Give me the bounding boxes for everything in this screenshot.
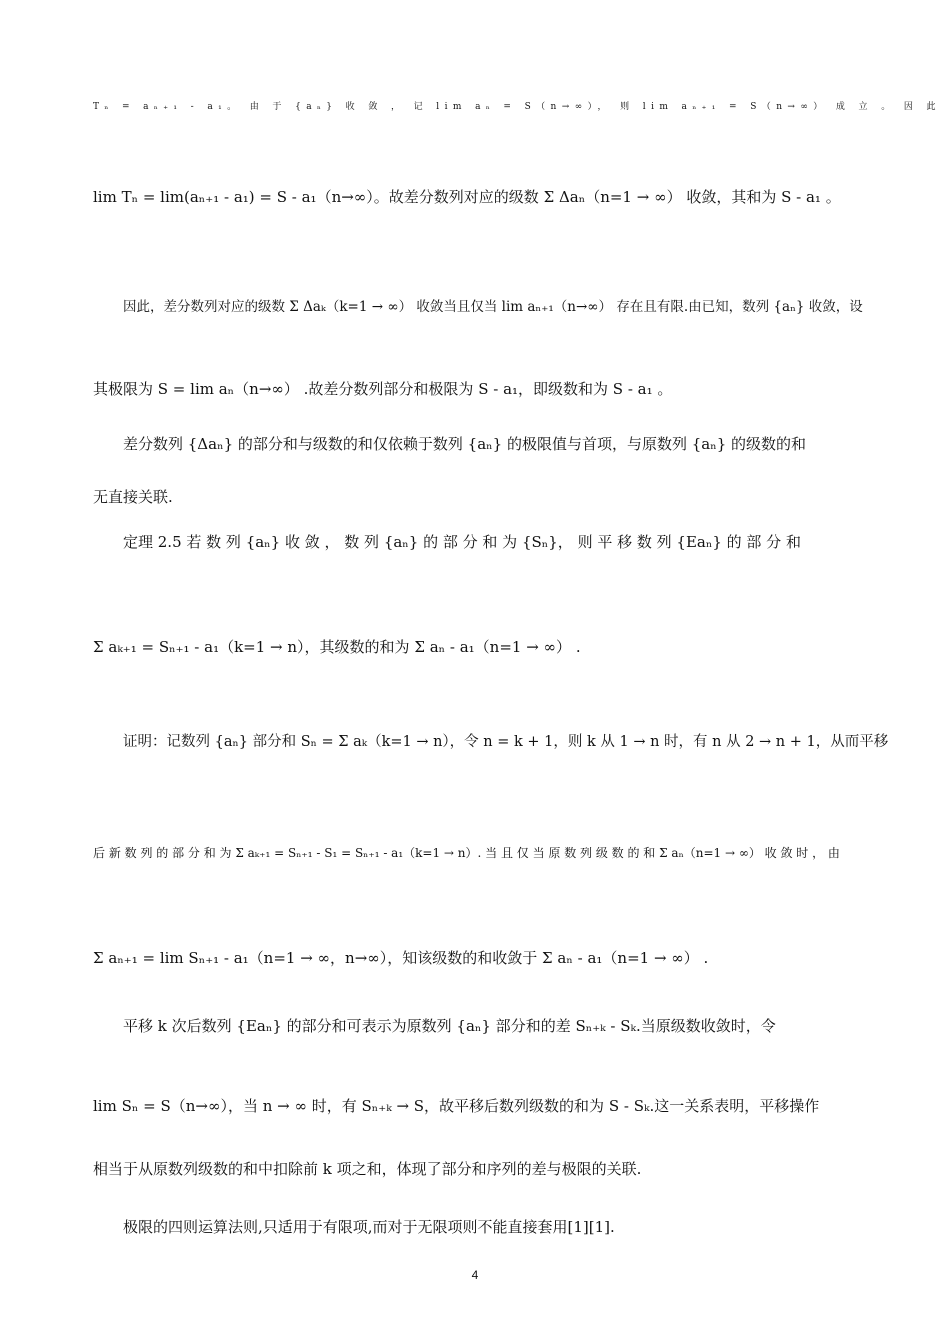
text-line-2: lim Tₙ = lim(aₙ₊₁ - a₁) = S - a₁（n→∞）。故差分数列对应的级数 Σ Δaₙ（n=1 → ∞） 收敛，其和为 S - a₁ 。 bbox=[93, 188, 841, 206]
closing-line: 极限的四则运算法则,只适用于有限项,而对于无限项则不能直接套用[1][1]. bbox=[123, 1218, 615, 1236]
proof-line-4: 平移 k 次后数列 {Eaₙ} 的部分和可表示为原数列 {aₙ} 部分和的差 Sₙ₊ₖ - Sₖ.当原级数收敛时，令 bbox=[123, 1017, 776, 1035]
text-line-6: 无直接关联. bbox=[93, 488, 173, 506]
text-line-4: 其极限为 S = lim aₙ（n→∞） .故差分数列部分和极限为 S - a₁，即级数和为 S - a₁ 。 bbox=[93, 380, 673, 398]
proof-line-3: Σ aₙ₊₁ = lim Sₙ₊₁ - a₁（n=1 → ∞，n→∞），知该级数的和收敛于 Σ aₙ - a₁（n=1 → ∞） . bbox=[93, 949, 709, 967]
proof-line-1: 证明：记数列 {aₙ} 部分和 Sₙ = Σ aₖ（k=1 → n），令 n = k + 1，则 k 从 1 → n 时，有 n 从 2 → n + 1，从而平移 bbox=[123, 734, 889, 750]
proof-line-2: 后 新 数 列 的 部 分 和 为 Σ aₖ₊₁ = Sₙ₊₁ - S₁ = Sₙ₊₁ - a₁（k=1 → n）. 当 且 仅 当 原 数 列 级 数 的 和 Σ aₙ（n=1 → ∞） 收 敛 时 ， 由 bbox=[93, 846, 840, 860]
page-number: 4 bbox=[471, 1268, 479, 1282]
proof-line-6: 相当于从原数列级数的和中扣除前 k 项之和，体现了部分和序列的差与极限的关联. bbox=[93, 1160, 642, 1178]
text-line-1: Tₙ = aₙ₊₁ - a₁。 由 于 {aₙ} 收 敛 ， 记 lim aₙ = S（n→∞）， 则 lim aₙ₊₁ = S（n→∞） 成 立 。 因 此 bbox=[93, 102, 941, 112]
text-line-8: Σ aₖ₊₁ = Sₙ₊₁ - a₁（k=1 → n），其级数的和为 Σ aₙ - a₁（n=1 → ∞） . bbox=[93, 638, 581, 656]
text-line-5: 差分数列 {Δaₙ} 的部分和与级数的和仅依赖于数列 {aₙ} 的极限值与首项，与原数列 {aₙ} 的级数的和 bbox=[123, 435, 807, 453]
text-line-3: 因此，差分数列对应的级数 Σ Δaₖ（k=1 → ∞） 收敛当且仅当 lim aₙ₊₁（n→∞） 存在且有限.由已知，数列 {aₙ} 收敛，设 bbox=[123, 299, 863, 315]
proof-line-5: lim Sₙ = S（n→∞），当 n → ∞ 时，有 Sₙ₊ₖ → S，故平移后数列级数的和为 S - Sₖ.这一关系表明，平移操作 bbox=[93, 1097, 820, 1115]
theorem-2-5-line: 定理 2.5 若 数 列 {aₙ} 收 敛 ， 数 列 {aₙ} 的 部 分 和 为 {Sₙ}， 则 平 移 数 列 {Eaₙ} 的 部 分 和 bbox=[123, 533, 801, 551]
